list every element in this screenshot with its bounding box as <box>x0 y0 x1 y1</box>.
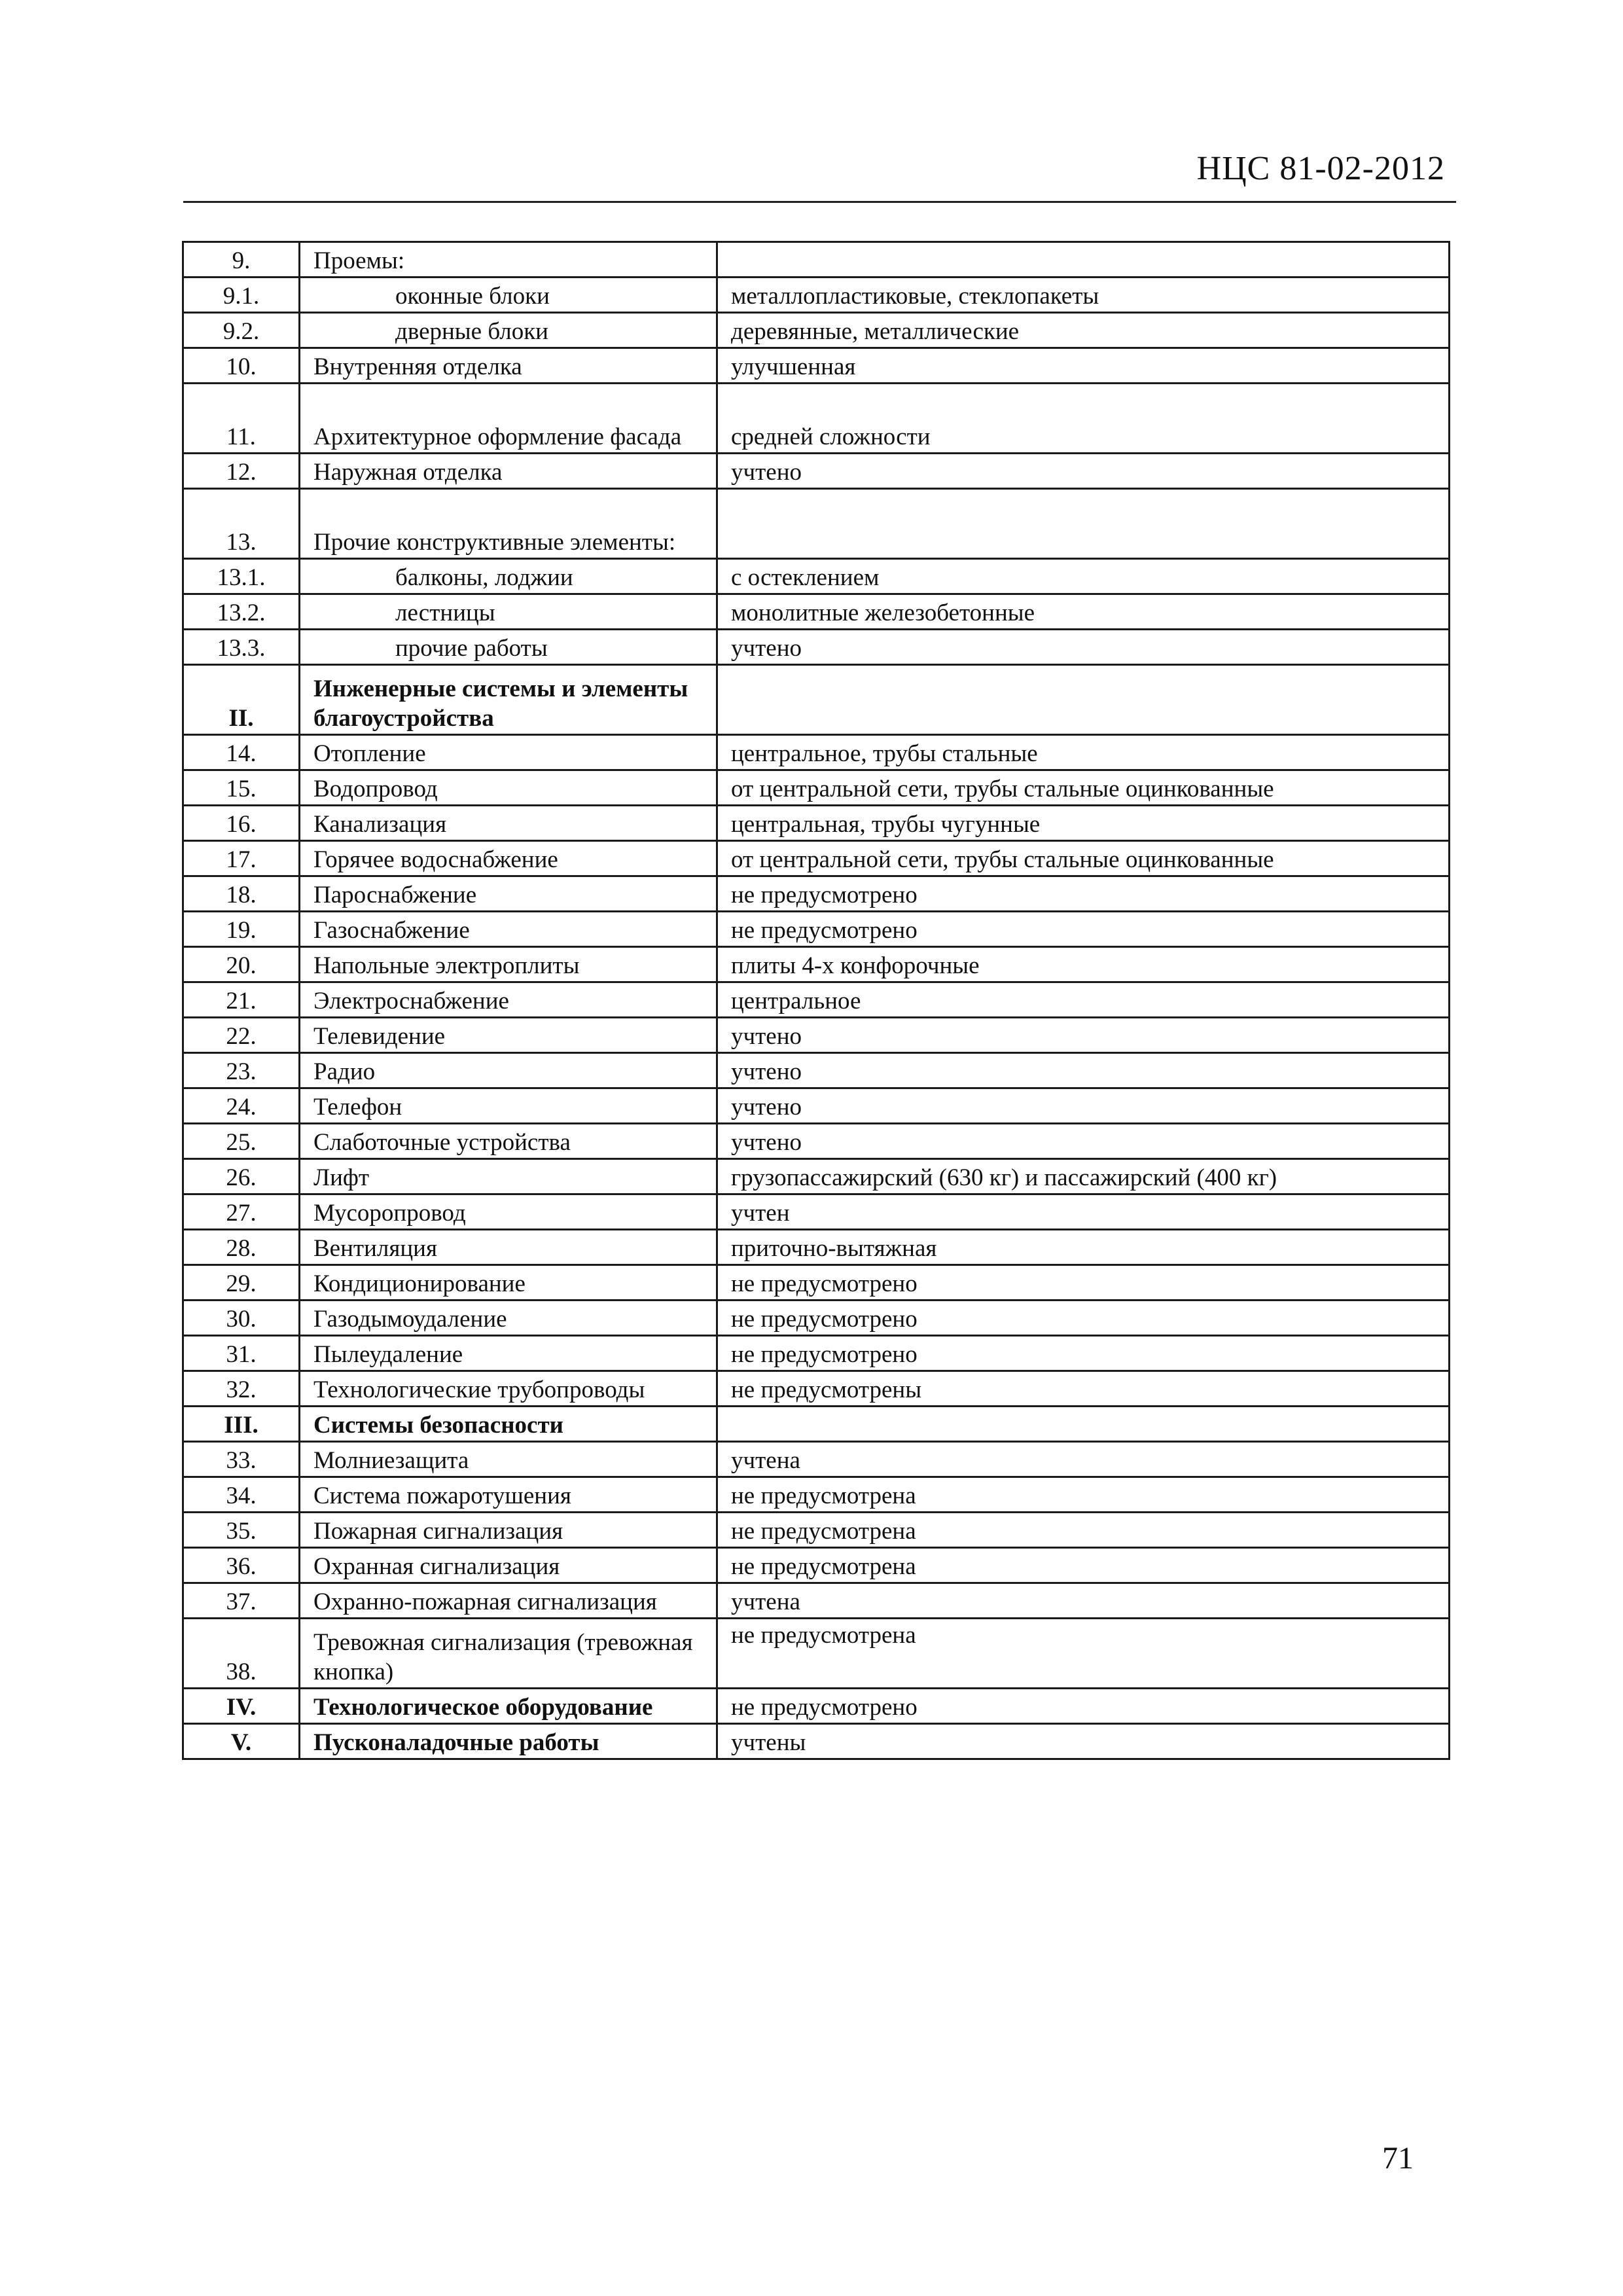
table-row <box>183 665 1450 735</box>
row-number-cell: 29. <box>183 1265 300 1300</box>
item-value-cell: средней сложности <box>717 384 1450 454</box>
item-value-cell: не предусмотрено <box>717 876 1450 912</box>
item-value-cell: не предусмотрено <box>717 1336 1450 1371</box>
item-value-cell: улучшенная <box>717 348 1450 384</box>
item-name-cell: Электроснабжение <box>300 982 717 1018</box>
table-row <box>183 630 1450 665</box>
row-number-cell: 25. <box>183 1124 300 1159</box>
item-name-cell: Молниезащита <box>300 1442 717 1477</box>
row-number-cell: 13.3. <box>183 630 300 665</box>
row-number-cell: 35. <box>183 1513 300 1548</box>
item-value-cell: центральное, трубы стальные <box>717 735 1450 770</box>
table-row <box>183 1018 1450 1053</box>
item-value-cell: учтено <box>717 630 1450 665</box>
row-number-cell: 34. <box>183 1477 300 1513</box>
item-value-cell: учтены <box>717 1724 1450 1759</box>
item-value-cell: не предусмотрено <box>717 1300 1450 1336</box>
table-row <box>183 1407 1450 1442</box>
table-row <box>183 454 1450 489</box>
item-name-cell: прочие работы <box>300 630 717 665</box>
item-name-cell: балконы, лоджии <box>300 559 717 594</box>
table-row <box>183 912 1450 947</box>
row-number-cell: 31. <box>183 1336 300 1371</box>
item-name-cell: Канализация <box>300 806 717 841</box>
item-value-cell: металлопластиковые, стеклопакеты <box>717 278 1450 313</box>
item-name-cell: Кондиционирование <box>300 1265 717 1300</box>
item-value-cell: учтена <box>717 1583 1450 1619</box>
row-number-cell: 17. <box>183 841 300 876</box>
header-divider <box>183 201 1456 203</box>
table-row <box>183 1124 1450 1159</box>
table-row <box>183 384 1450 454</box>
item-name-cell: оконные блоки <box>300 278 717 313</box>
item-value-cell: приточно-вытяжная <box>717 1230 1450 1265</box>
item-value-cell: деревянные, металлические <box>717 313 1450 348</box>
row-number-cell: 23. <box>183 1053 300 1088</box>
table-row <box>183 1194 1450 1230</box>
table-row <box>183 982 1450 1018</box>
row-number-cell: 38. <box>183 1619 300 1689</box>
table-row <box>183 876 1450 912</box>
row-number-cell: 9.1. <box>183 278 300 313</box>
row-number-cell: 30. <box>183 1300 300 1336</box>
item-value-cell: учтено <box>717 1053 1450 1088</box>
item-name-cell: Внутренняя отделка <box>300 348 717 384</box>
table-row <box>183 1548 1450 1583</box>
item-value-cell <box>717 489 1450 559</box>
table-row <box>183 947 1450 982</box>
item-value-cell: учтено <box>717 454 1450 489</box>
row-number-cell: 21. <box>183 982 300 1018</box>
item-value-cell: учтено <box>717 1124 1450 1159</box>
row-number-cell: 13.2. <box>183 594 300 630</box>
item-name-cell: Радио <box>300 1053 717 1088</box>
item-value-cell: центральное <box>717 982 1450 1018</box>
item-name-cell: Телефон <box>300 1088 717 1124</box>
item-value-cell: не предусмотрено <box>717 1689 1450 1724</box>
item-name-cell: Технологические трубопроводы <box>300 1371 717 1407</box>
item-value-cell: от центральной сети, трубы стальные оцинкованные <box>717 841 1450 876</box>
table-row <box>183 841 1450 876</box>
table-row <box>183 1336 1450 1371</box>
item-name-cell: Пожарная сигнализация <box>300 1513 717 1548</box>
item-value-cell: не предусмотрена <box>717 1619 1450 1689</box>
table-row <box>183 1300 1450 1336</box>
table-row <box>183 559 1450 594</box>
row-number-cell: 32. <box>183 1371 300 1407</box>
row-number-cell: 20. <box>183 947 300 982</box>
item-name-cell: Проемы: <box>300 242 717 278</box>
row-number-cell: 15. <box>183 770 300 806</box>
item-value-cell: не предусмотрена <box>717 1548 1450 1583</box>
row-number-cell: 28. <box>183 1230 300 1265</box>
item-value-cell: учтено <box>717 1088 1450 1124</box>
item-name-cell: Пылеудаление <box>300 1336 717 1371</box>
row-number-cell: 9.2. <box>183 313 300 348</box>
table-row <box>183 1619 1450 1689</box>
item-name-cell: Инженерные системы и элементы благоустройства <box>300 665 717 735</box>
item-name-cell: Система пожаротушения <box>300 1477 717 1513</box>
item-value-cell: не предусмотрено <box>717 1265 1450 1300</box>
table-row <box>183 1230 1450 1265</box>
table-row <box>183 1689 1450 1724</box>
item-name-cell: Слаботочные устройства <box>300 1124 717 1159</box>
item-name-cell: Технологическое оборудование <box>300 1689 717 1724</box>
item-name-cell: Вентиляция <box>300 1230 717 1265</box>
item-name-cell: Пароснабжение <box>300 876 717 912</box>
item-value-cell <box>717 665 1450 735</box>
specification-table-body <box>183 242 1450 1759</box>
table-row <box>183 489 1450 559</box>
table-row <box>183 806 1450 841</box>
table-row <box>183 1265 1450 1300</box>
item-name-cell: Тревожная сигнализация (тревожная кнопка) <box>300 1619 717 1689</box>
table-row <box>183 1513 1450 1548</box>
table-row <box>183 1371 1450 1407</box>
document-code: НЦС 81-02-2012 <box>1196 150 1445 187</box>
table-row <box>183 735 1450 770</box>
item-name-cell: Охранно-пожарная сигнализация <box>300 1583 717 1619</box>
row-number-cell: IV. <box>183 1689 300 1724</box>
item-value-cell: учтено <box>717 1018 1450 1053</box>
row-number-cell: 12. <box>183 454 300 489</box>
row-number-cell: 11. <box>183 384 300 454</box>
item-name-cell: Горячее водоснабжение <box>300 841 717 876</box>
table-row <box>183 348 1450 384</box>
table-row <box>183 594 1450 630</box>
row-number-cell: 37. <box>183 1583 300 1619</box>
item-value-cell: грузопассажирский (630 кг) и пассажирский (400 кг) <box>717 1159 1450 1194</box>
item-name-cell: лестницы <box>300 594 717 630</box>
row-number-cell: 10. <box>183 348 300 384</box>
row-number-cell: 9. <box>183 242 300 278</box>
row-number-cell: 24. <box>183 1088 300 1124</box>
item-name-cell: Газоснабжение <box>300 912 717 947</box>
row-number-cell: 22. <box>183 1018 300 1053</box>
table-row <box>183 1053 1450 1088</box>
item-value-cell: не предусмотрено <box>717 912 1450 947</box>
row-number-cell: 19. <box>183 912 300 947</box>
item-name-cell: Прочие конструктивные элементы: <box>300 489 717 559</box>
row-number-cell: V. <box>183 1724 300 1759</box>
table-row <box>183 1088 1450 1124</box>
item-value-cell: учтен <box>717 1194 1450 1230</box>
item-name-cell: Охранная сигнализация <box>300 1548 717 1583</box>
row-number-cell: 26. <box>183 1159 300 1194</box>
item-value-cell: не предусмотрена <box>717 1513 1450 1548</box>
row-number-cell: 36. <box>183 1548 300 1583</box>
item-name-cell: Водопровод <box>300 770 717 806</box>
specification-table <box>182 241 1450 1760</box>
item-value-cell: учтена <box>717 1442 1450 1477</box>
item-value-cell: от центральной сети, трубы стальные оцинкованные <box>717 770 1450 806</box>
table-row <box>183 770 1450 806</box>
item-value-cell: с остеклением <box>717 559 1450 594</box>
row-number-cell: 33. <box>183 1442 300 1477</box>
row-number-cell: 16. <box>183 806 300 841</box>
table-row <box>183 1724 1450 1759</box>
item-name-cell: дверные блоки <box>300 313 717 348</box>
table-row <box>183 1583 1450 1619</box>
item-value-cell <box>717 242 1450 278</box>
page-number: 71 <box>1382 2141 1414 2176</box>
item-value-cell: центральная, трубы чугунные <box>717 806 1450 841</box>
row-number-cell: 18. <box>183 876 300 912</box>
table-row <box>183 278 1450 313</box>
row-number-cell: 27. <box>183 1194 300 1230</box>
item-name-cell: Наружная отделка <box>300 454 717 489</box>
row-number-cell: 13.1. <box>183 559 300 594</box>
table-row <box>183 1159 1450 1194</box>
item-name-cell: Пусконаладочные работы <box>300 1724 717 1759</box>
item-value-cell <box>717 1407 1450 1442</box>
item-name-cell: Напольные электроплиты <box>300 947 717 982</box>
item-name-cell: Телевидение <box>300 1018 717 1053</box>
item-value-cell: плиты 4-х конфорочные <box>717 947 1450 982</box>
table-row <box>183 313 1450 348</box>
table-row <box>183 242 1450 278</box>
item-value-cell: не предусмотрена <box>717 1477 1450 1513</box>
row-number-cell: 14. <box>183 735 300 770</box>
item-name-cell: Системы безопасности <box>300 1407 717 1442</box>
row-number-cell: II. <box>183 665 300 735</box>
item-name-cell: Лифт <box>300 1159 717 1194</box>
row-number-cell: 13. <box>183 489 300 559</box>
item-value-cell: монолитные железобетонные <box>717 594 1450 630</box>
item-value-cell: не предусмотрены <box>717 1371 1450 1407</box>
item-name-cell: Архитектурное оформление фасада <box>300 384 717 454</box>
row-number-cell: III. <box>183 1407 300 1442</box>
item-name-cell: Мусоропровод <box>300 1194 717 1230</box>
item-name-cell: Отопление <box>300 735 717 770</box>
table-row <box>183 1442 1450 1477</box>
table-row <box>183 1477 1450 1513</box>
item-name-cell: Газодымоудаление <box>300 1300 717 1336</box>
